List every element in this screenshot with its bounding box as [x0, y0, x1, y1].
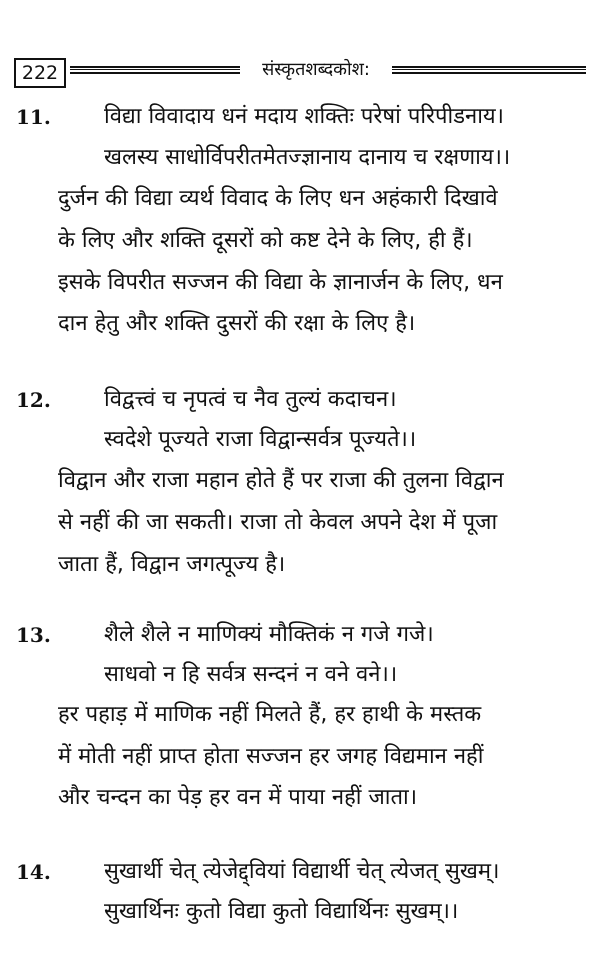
verse-number-13: 13. [16, 623, 51, 647]
sloka-line: सुखार्थिनः कुतो विद्या कुतो विद्यार्थिनः सुखम्।। [104, 899, 459, 924]
sloka-line: शैले शैले न माणिक्यं मौक्तिकं न गजे गजे। [104, 622, 434, 647]
translation-line: इसके विपरीत सज्जन की विद्या के ज्ञानार्जन के लिए, धन [58, 270, 503, 295]
sloka-line: साधवो न हि सर्वत्र सन्दनं न वने वने।। [104, 662, 398, 687]
sloka-line: स्वदेशे पूज्यते राजा विद्वान्सर्वत्र पूज्यते।। [104, 427, 417, 452]
sloka-line: विद्वत्त्वं च नृपत्वं च नैव तुल्यं कदाचन। [104, 387, 397, 412]
translation-line: और चन्दन का पेड़ हर वन में पाया नहीं जाता। [58, 785, 418, 810]
translation-line: के लिए और शक्ति दूसरों को कष्ट देने के लिए, ही हैं। [58, 228, 473, 253]
header-rule-left [70, 66, 240, 74]
translation-line: विद्वान और राजा महान होते हैं पर राजा की तुलना विद्वान [58, 468, 504, 493]
header-rule-right [392, 66, 586, 74]
translation-line: में मोती नहीं प्राप्त होता सज्जन हर जगह विद्यमान नहीं [58, 744, 484, 769]
translation-line: जाता हैं, विद्वान जगत्पूज्य है। [58, 552, 286, 577]
verse-number-11: 11. [16, 105, 51, 129]
translation-line: दान हेतु और शक्ति दुसरों की रक्षा के लिए है। [58, 311, 416, 336]
translation-line: हर पहाड़ में माणिक नहीं मिलते हैं, हर हाथी के मस्तक [58, 702, 482, 727]
sloka-line: खलस्य साधोर्विपरीतमेतज्ज्ञानाय दानाय च रक्षणाय।। [104, 145, 511, 170]
translation-line: दुर्जन की विद्या व्यर्थ विवाद के लिए धन अहंकारी दिखावे [58, 186, 498, 211]
sloka-line: सुखार्थी चेत् त्येजेद्द्वियां विद्यार्थी चेत् त्येजत् सुखम्। [104, 859, 500, 884]
page-number: 222 [14, 58, 66, 88]
header-title: संस्कृतशब्दकोश: [262, 59, 370, 80]
verse-number-12: 12. [16, 388, 51, 412]
sloka-line: विद्या विवादाय धनं मदाय शक्तिः परेषां परिपीडनाय। [104, 104, 504, 129]
translation-line: से नहीं की जा सकती। राजा तो केवल अपने देश में पूजा [58, 510, 498, 535]
verse-number-14: 14. [16, 860, 51, 884]
page-header [14, 58, 586, 92]
